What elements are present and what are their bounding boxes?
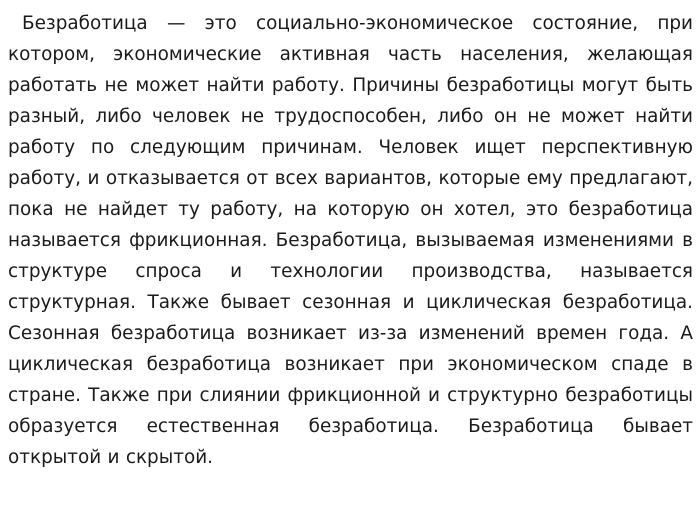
document-body [8, 8, 693, 473]
body-paragraph: Безработица — это социально-экономическое состояние, при котором, экономические активная часть населения, желающая работать не может найти работу. Причины безработицы могут быть разный, либо человек не трудоспособен, либо он не может найти работу по следующим причинам. Человек ищет перспективную работу, и отказывается от всех вариантов, которые ему предлагают, пока не найдет ту работу, на которую он хотел, это безработица называется фрикционная. Безработица, вызываемая изменениями в структуре спроса и технологии производства, называется структурная. Также бывает сезонная и циклическая безработица. Сезонная безработица возникает из-за изменений времен года. А циклическая безработица возникает при экономическом спаде в стране. Также при слиянии фрикционной и структурно безработицы образуется естественная безработица. Безработица бывает открытой и скрытой. [8, 13, 693, 468]
